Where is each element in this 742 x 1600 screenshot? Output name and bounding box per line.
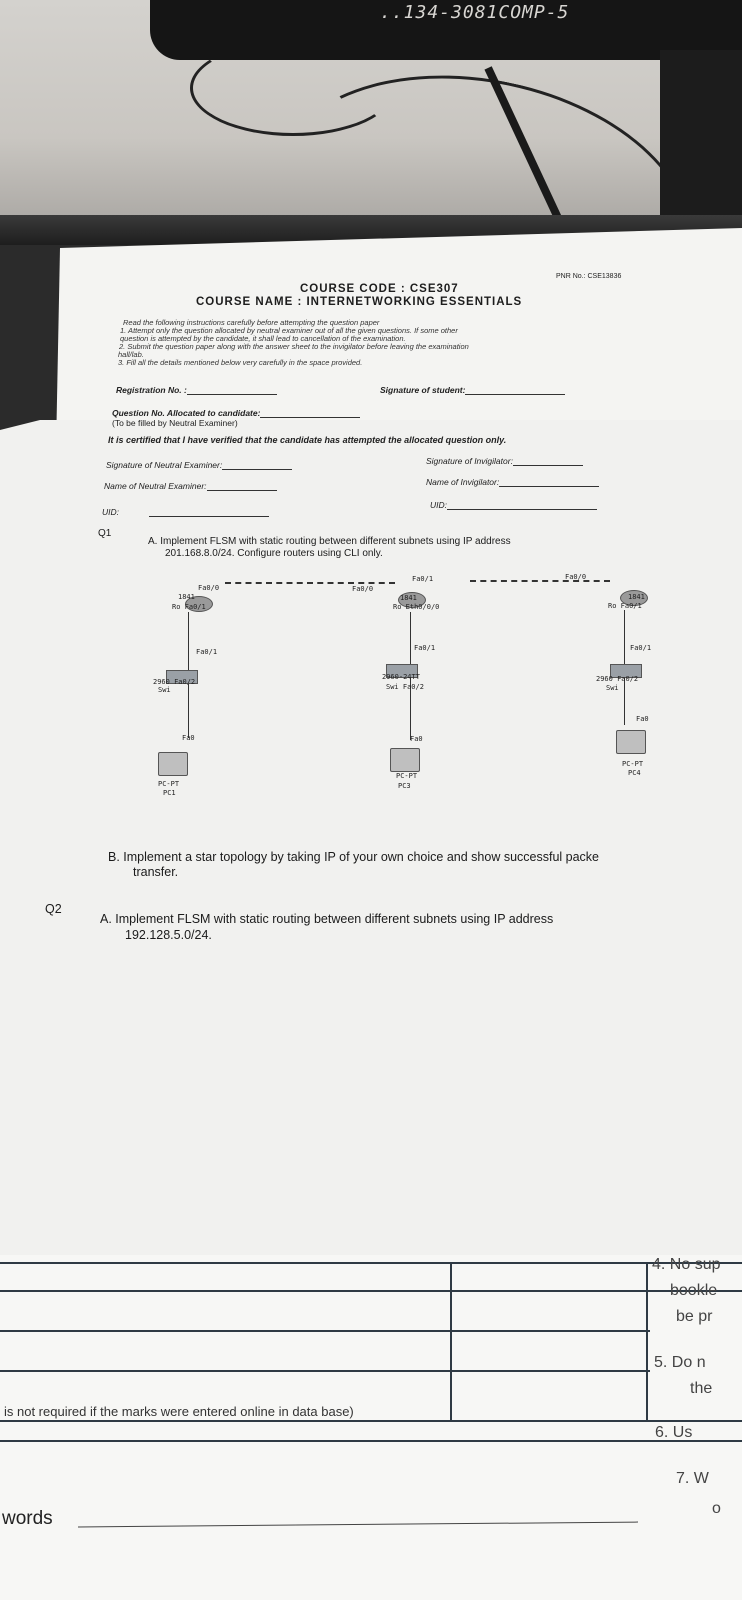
table-rule	[0, 1330, 650, 1332]
s3-name: Swi	[606, 684, 619, 692]
q1-b-line2: transfer.	[133, 865, 179, 879]
sheet-instruction-7b: o	[712, 1500, 721, 1517]
instruction-3: 3. Fill all the details mentioned below very carefully in the space provided.	[118, 358, 363, 367]
link-r2-r3	[470, 580, 610, 582]
pc3-icon	[390, 748, 420, 772]
pc3-port: Fa0	[410, 735, 423, 743]
pc4-name: PC4	[628, 769, 641, 777]
sheet-instruction-5b: the	[690, 1380, 713, 1397]
invigilator-name: Name of Invigilator:	[426, 477, 599, 487]
q2-label: Q2	[45, 902, 62, 916]
answer-sheet	[0, 1255, 742, 1600]
filled-by-note: (To be filled by Neutral Examiner)	[112, 418, 238, 428]
pc4-icon	[616, 730, 646, 754]
s2-model: 2960-24TT	[382, 673, 420, 681]
q1-label: Q1	[98, 528, 112, 539]
certification-text: It is certified that I have verified that the candidate has attempted the allocated question only.	[108, 435, 507, 445]
instruction-1b: question is attempted by the candidate, it shall lead to cancellation of the examination.	[120, 334, 406, 343]
neutral-examiner-name: Name of Neutral Examiner:	[104, 481, 277, 491]
q2-a-line1: A. Implement FLSM with static routing between different subnets using IP address	[100, 912, 554, 926]
r3-name: Ro Fa0/1	[608, 602, 642, 610]
q1-a-line1: A. Implement FLSM with static routing between different subnets using IP address	[148, 536, 511, 547]
monitor-stand	[660, 50, 742, 230]
r1-top-port: Fa0/0	[198, 584, 220, 592]
instruction-2b: hall/lab.	[118, 350, 144, 359]
registration-label: Registration No. :	[116, 385, 277, 395]
table-divider	[450, 1262, 452, 1422]
pc3-name: PC3	[398, 782, 411, 790]
instructions-intro: Read the following instructions carefully before attempting the question paper	[123, 318, 380, 327]
instruction-2: 2. Submit the question paper along with the answer sheet to the invigilator before leaving the examination	[119, 342, 469, 351]
course-name: COURSE NAME : INTERNETWORKING ESSENTIALS	[196, 296, 523, 308]
q1-a-line2: 201.168.8.0/24. Configure routers using CLI only.	[165, 548, 383, 559]
marks-note: is not required if the marks were entered online in data base)	[4, 1404, 354, 1419]
sheet-instruction-4: 4. No sup	[652, 1256, 721, 1273]
pc4-port: Fa0	[636, 715, 649, 723]
s3-up-port: Fa0/1	[630, 644, 652, 652]
table-rule	[0, 1440, 742, 1442]
s1-name: Swi	[158, 686, 171, 694]
sheet-instruction-7: 7. W	[676, 1470, 709, 1487]
pc1-icon	[158, 752, 188, 776]
r3-model: 1841	[628, 593, 645, 601]
uid-left: UID:	[102, 507, 269, 517]
monitor-label: ..134-3081COMP-5	[380, 2, 570, 23]
table-divider	[646, 1262, 648, 1422]
s1-model: 2960 Fa0/2	[153, 678, 196, 686]
table-rule	[0, 1262, 742, 1264]
r1-model: 1841	[178, 593, 195, 601]
q2-a-line2: 192.128.5.0/24.	[125, 928, 212, 942]
r2-right-port: Fa0/1	[412, 575, 434, 583]
pnr-number: PNR No.: CSE13836	[556, 273, 622, 280]
s2-name: Swi Fa0/2	[386, 683, 424, 691]
uid-right: UID:	[430, 500, 597, 510]
invigilator-signature: Signature of Invigilator:	[426, 456, 583, 466]
pc3-type: PC-PT	[396, 772, 418, 780]
course-code: COURSE CODE : CSE307	[300, 283, 459, 295]
r1-name: Ro Fa0/1	[172, 603, 206, 611]
instruction-1: 1. Attempt only the question allocated by neutral examiner out of all the given questions. If some other	[120, 326, 458, 335]
q1-b-line1: B. Implement a star topology by taking IP of your own choice and show successful packe	[108, 850, 600, 864]
pc1-name: PC1	[163, 789, 176, 797]
table-rule	[0, 1420, 742, 1422]
words-label: words	[2, 1508, 53, 1529]
pc4-type: PC-PT	[622, 760, 644, 768]
question-allocated-label: Question No. Allocated to candidate:	[112, 408, 360, 418]
s1-up-port: Fa0/1	[196, 648, 218, 656]
s2-up-port: Fa0/1	[414, 644, 436, 652]
sheet-instruction-4b: bookle	[670, 1282, 718, 1299]
sheet-instruction-6: 6. Us	[655, 1424, 693, 1441]
r2-model: 1841	[400, 594, 417, 602]
table-rule	[0, 1290, 742, 1292]
table-rule	[0, 1370, 650, 1372]
pc1-port: Fa0	[182, 734, 195, 742]
r3-port: Fa0/0	[565, 573, 587, 581]
sheet-instruction-5: 5. Do n	[654, 1354, 706, 1371]
s3-model: 2960 Fa0/2	[596, 675, 639, 683]
sheet-instruction-4c: be pr	[676, 1308, 713, 1325]
student-signature-label: Signature of student:	[380, 385, 565, 395]
pc1-type: PC-PT	[158, 780, 180, 788]
r2-left-port: Fa0/0	[352, 585, 374, 593]
link-r1-r2	[225, 582, 395, 584]
neutral-examiner-signature: Signature of Neutral Examiner:	[106, 460, 292, 470]
r2-name: Ro Eth0/0/0	[393, 603, 440, 611]
